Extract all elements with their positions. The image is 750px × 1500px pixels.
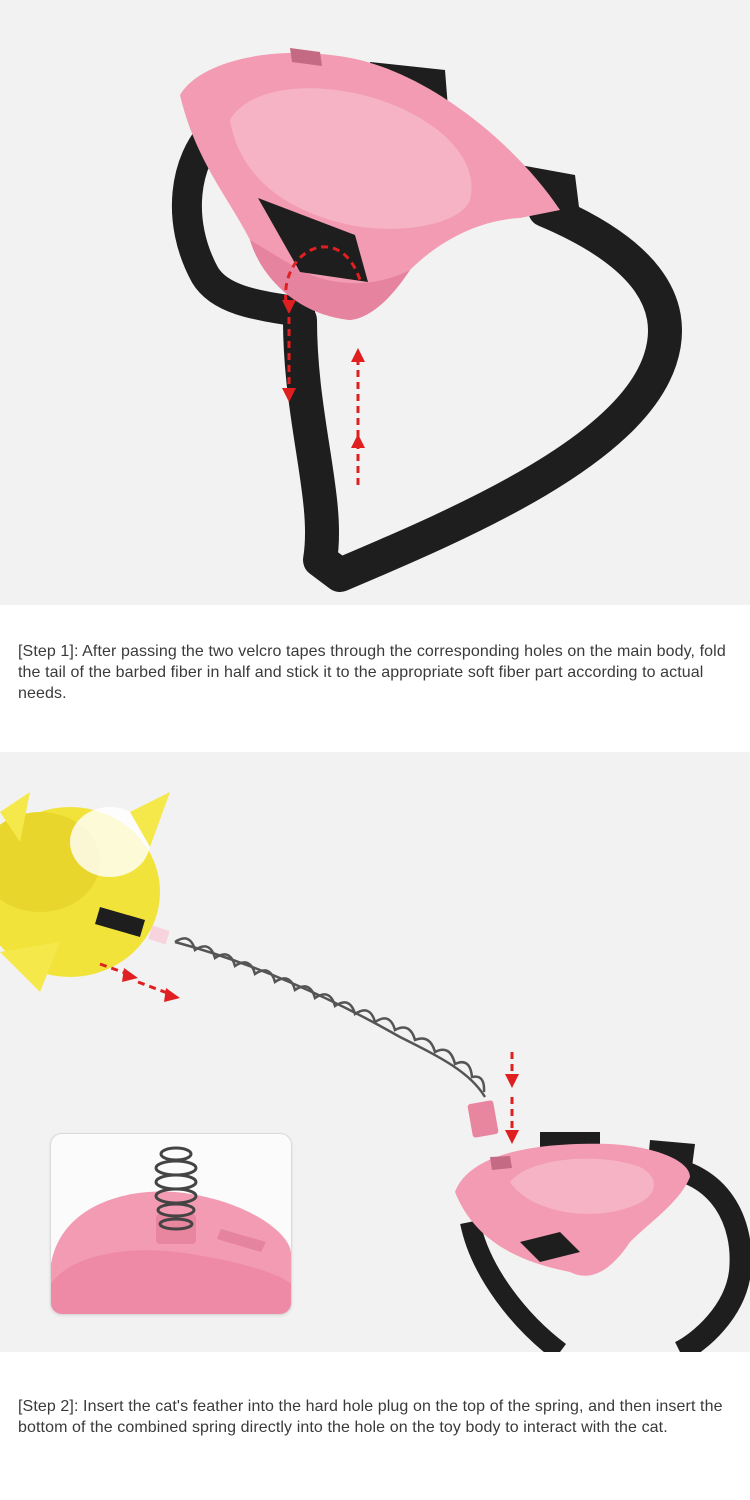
- step-1-caption: [Step 1]: After passing the two velcro tapes through the corresponding holes on the main body, fold the tail of the barbed fiber in half and stick it to the appropriate soft fiber part according to actual needs.: [18, 643, 726, 702]
- inset-spring-illustration: [51, 1134, 291, 1314]
- spring-plug-bottom: [467, 1100, 499, 1138]
- spring-coil: [175, 938, 485, 1097]
- toy-top-hole: [490, 1156, 512, 1170]
- step-1-image: [0, 0, 750, 605]
- harness-illustration: [0, 0, 750, 605]
- step-2-image: [0, 752, 750, 1352]
- feather-icon: [0, 792, 170, 992]
- inset-closeup: [50, 1133, 292, 1315]
- spring-plug-top: [148, 926, 169, 945]
- step-2-caption: [Step 2]: Insert the cat's feather into the hard hole plug on the top of the spring, and then insert the bottom of the combined spring directly into the hole on the toy body to interact with the cat.: [18, 1398, 723, 1436]
